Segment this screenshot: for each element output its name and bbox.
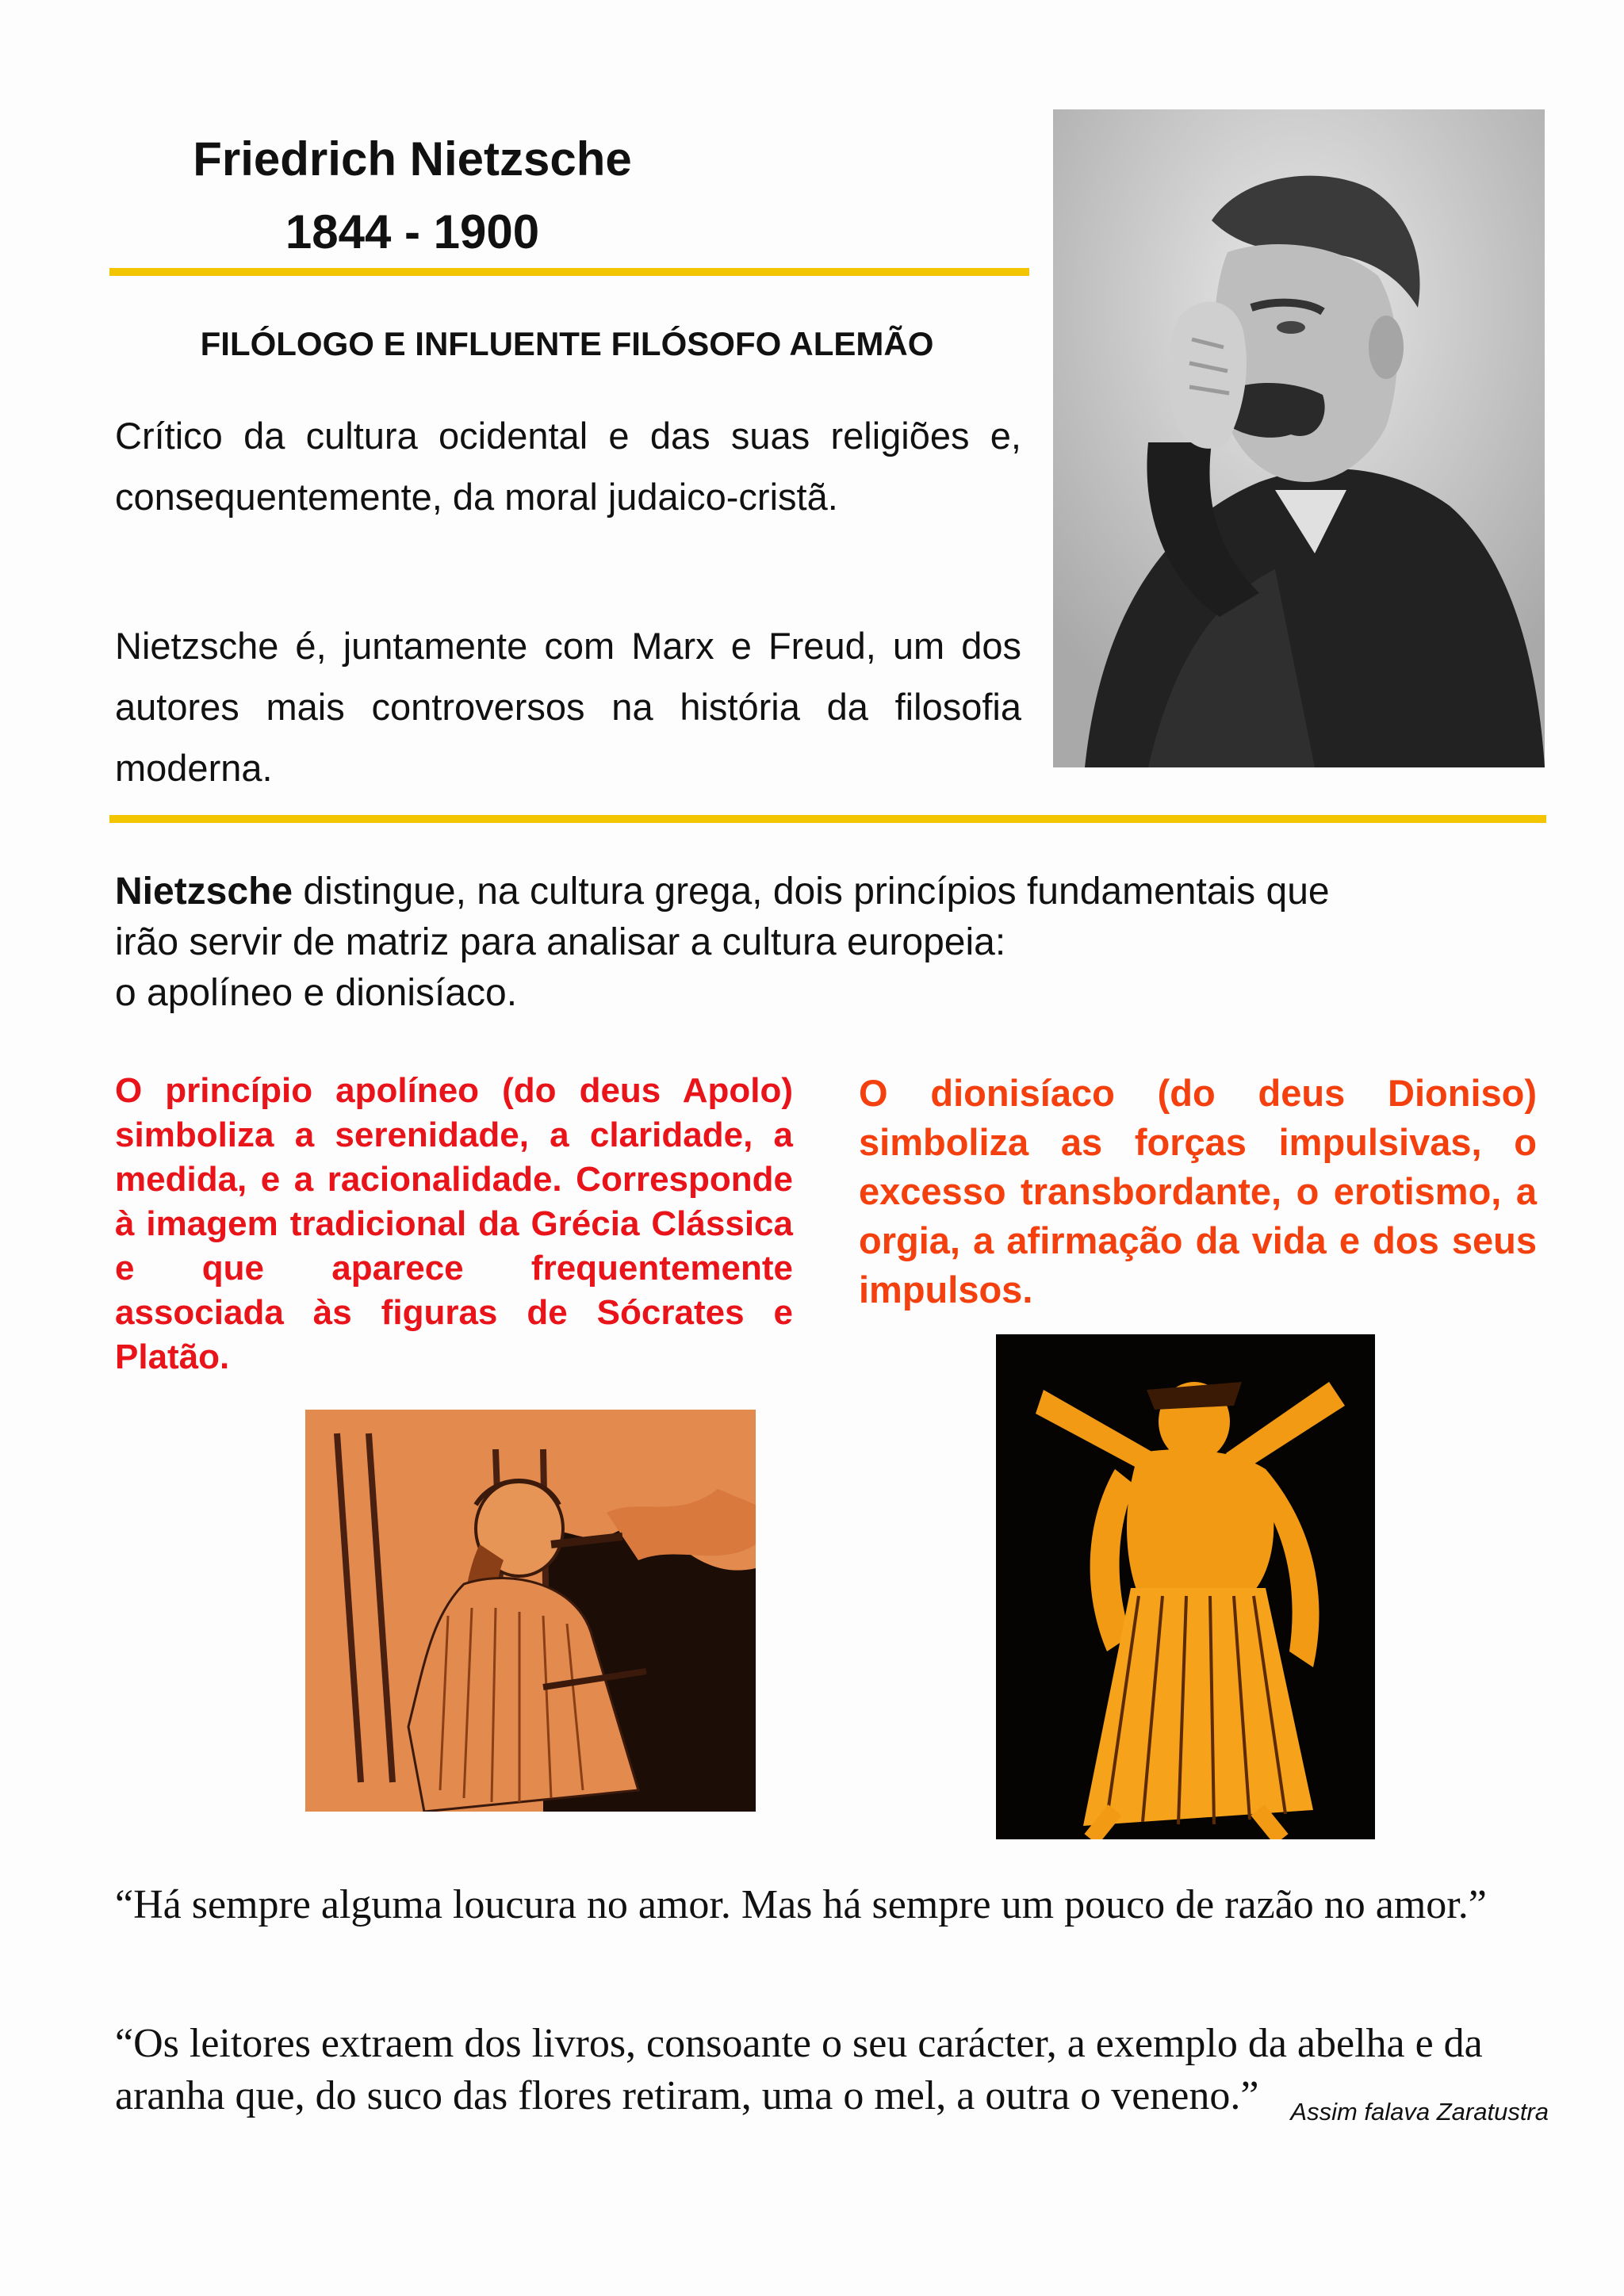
middle-divider bbox=[109, 815, 1546, 823]
apollonian-description: O princípio apolíneo (do deus Apolo) simboliza a serenidade, a claridade, a medida, e a racionalidade. Corresponde à imagem tradicional da Grécia Clássica e que aparece frequentemente associada às figuras de Sócrates e Platão. bbox=[115, 1071, 793, 1376]
subtitle: FILÓLOGO E INFLUENTE FILÓSOFO ALEMÃO bbox=[200, 325, 934, 362]
dionysus-vase-art bbox=[996, 1334, 1375, 1839]
dionysian-description: O dionisíaco (do deus Dioniso) simboliza as forças impulsivas, o excesso transbordante, o erotismo, a orgia, a afirmação da vida e dos seus impulsos. bbox=[859, 1072, 1537, 1311]
bio-paragraph-1: Crítico da cultura ocidental e das suas religiões e, consequentemente, da moral judaico-cristã. bbox=[115, 415, 1021, 518]
apollo-vase-image bbox=[305, 1410, 756, 1812]
intro-line-3: o apolíneo e dionisíaco. bbox=[115, 972, 518, 1014]
nietzsche-portrait bbox=[1053, 109, 1545, 767]
page-title bbox=[111, 123, 714, 269]
dionysus-vase-image bbox=[996, 1334, 1375, 1839]
quote-1: “Há sempre alguma loucura no amor. Mas há sempre um pouco de razão no amor.” bbox=[115, 1882, 1487, 1927]
apollo-vase-art bbox=[305, 1410, 756, 1812]
bio-paragraph-2: Nietzsche é, juntamente com Marx e Freud, um dos autores mais controversos na história da filosofia moderna. bbox=[115, 625, 1021, 789]
portrait-image bbox=[1053, 109, 1545, 767]
quote-source: Assim falava Zaratustra bbox=[1290, 2098, 1549, 2126]
quote-2: “Os leitores extraem dos livros, consoante o seu carácter, a exemplo da abelha e da aranha que, do suco das flores retiram, uma o mel, a outra o veneno.” bbox=[115, 2021, 1483, 2118]
intro-paragraph bbox=[115, 867, 1534, 1019]
intro-line-1-text: distingue, na cultura grega, dois princípios fundamentais que bbox=[293, 871, 1330, 913]
top-divider bbox=[109, 268, 1029, 276]
life-years: 1844 - 1900 bbox=[285, 205, 540, 258]
philosopher-name: Friedrich Nietzsche bbox=[193, 132, 632, 186]
intro-name: Nietzsche bbox=[115, 871, 293, 913]
intro-line-1 bbox=[115, 867, 1534, 917]
intro-line-2: irão servir de matriz para analisar a cultura europeia: bbox=[115, 921, 1006, 963]
